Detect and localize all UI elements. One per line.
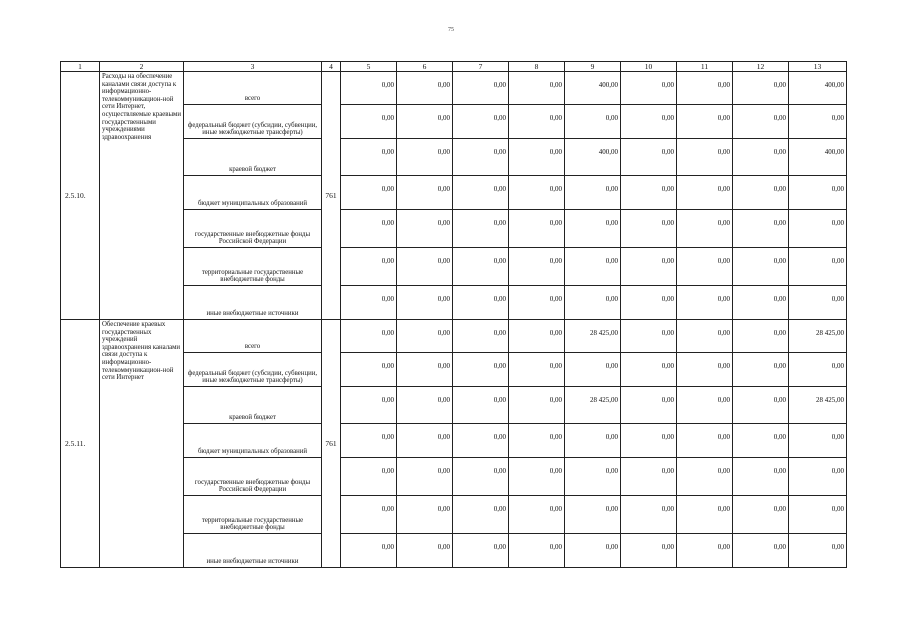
- value-cell: 0,00: [509, 424, 565, 458]
- funding-source: бюджет муниципальных образований: [184, 176, 322, 210]
- value-cell: 0,00: [733, 320, 789, 353]
- value-cell: 0,00: [565, 286, 621, 320]
- value-cell: 0,00: [565, 458, 621, 496]
- value-cell: 0,00: [789, 176, 847, 210]
- value-cell: 0,00: [621, 534, 677, 568]
- value-cell: 0,00: [677, 72, 733, 105]
- table-body: [61, 62, 847, 568]
- value-cell: 0,00: [397, 286, 453, 320]
- value-cell: 28 425,00: [565, 320, 621, 353]
- value-cell: 0,00: [621, 210, 677, 248]
- value-cell: 0,00: [397, 534, 453, 568]
- header-row: [61, 62, 847, 72]
- value-cell: 0,00: [453, 496, 509, 534]
- value-cell: 0,00: [733, 139, 789, 176]
- value-cell: 0,00: [341, 424, 397, 458]
- value-cell: 0,00: [621, 139, 677, 176]
- value-cell: 0,00: [341, 248, 397, 286]
- column-header: 1: [61, 62, 100, 72]
- value-cell: 0,00: [397, 387, 453, 424]
- value-cell: 0,00: [677, 286, 733, 320]
- value-cell: 0,00: [621, 320, 677, 353]
- value-cell: 0,00: [733, 387, 789, 424]
- value-cell: 0,00: [789, 248, 847, 286]
- value-cell: 0,00: [509, 105, 565, 139]
- value-cell: 0,00: [341, 534, 397, 568]
- value-cell: 0,00: [509, 210, 565, 248]
- funding-source: краевой бюджет: [184, 387, 322, 424]
- value-cell: 0,00: [341, 286, 397, 320]
- value-cell: 400,00: [565, 72, 621, 105]
- value-cell: 400,00: [789, 139, 847, 176]
- value-cell: 0,00: [677, 139, 733, 176]
- value-cell: 0,00: [733, 176, 789, 210]
- value-cell: 0,00: [341, 387, 397, 424]
- value-cell: 0,00: [397, 458, 453, 496]
- value-cell: 0,00: [397, 320, 453, 353]
- column-header: 4: [322, 62, 341, 72]
- value-cell: 0,00: [677, 424, 733, 458]
- value-cell: 0,00: [397, 353, 453, 387]
- column-header: 2: [100, 62, 184, 72]
- value-cell: 0,00: [565, 353, 621, 387]
- value-cell: 0,00: [453, 248, 509, 286]
- value-cell: 0,00: [677, 105, 733, 139]
- value-cell: 0,00: [397, 210, 453, 248]
- value-cell: 0,00: [397, 248, 453, 286]
- page-number: 75: [448, 27, 454, 33]
- value-cell: 0,00: [789, 286, 847, 320]
- value-cell: 400,00: [789, 72, 847, 105]
- value-cell: 0,00: [621, 458, 677, 496]
- value-cell: 0,00: [677, 176, 733, 210]
- value-cell: 0,00: [509, 248, 565, 286]
- value-cell: 0,00: [789, 458, 847, 496]
- value-cell: 0,00: [341, 139, 397, 176]
- value-cell: 28 425,00: [789, 387, 847, 424]
- funding-source: государственные внебюджетные фонды Российской Федерации: [184, 210, 322, 248]
- value-cell: 0,00: [677, 353, 733, 387]
- value-cell: 28 425,00: [789, 320, 847, 353]
- value-cell: 0,00: [621, 353, 677, 387]
- value-cell: 0,00: [565, 210, 621, 248]
- column-header: 3: [184, 62, 322, 72]
- value-cell: 0,00: [677, 320, 733, 353]
- value-cell: 0,00: [509, 387, 565, 424]
- value-cell: 0,00: [677, 496, 733, 534]
- column-header: 7: [453, 62, 509, 72]
- value-cell: 0,00: [677, 210, 733, 248]
- value-cell: 0,00: [397, 72, 453, 105]
- value-cell: 0,00: [565, 534, 621, 568]
- value-cell: 0,00: [733, 458, 789, 496]
- value-cell: 400,00: [565, 139, 621, 176]
- table-row: [61, 72, 847, 105]
- column-header: 10: [621, 62, 677, 72]
- value-cell: 28 425,00: [565, 387, 621, 424]
- value-cell: 0,00: [733, 72, 789, 105]
- value-cell: 0,00: [397, 176, 453, 210]
- value-cell: 0,00: [621, 176, 677, 210]
- value-cell: 0,00: [453, 320, 509, 353]
- value-cell: 0,00: [453, 139, 509, 176]
- value-cell: 0,00: [341, 496, 397, 534]
- column-header: 12: [733, 62, 789, 72]
- value-cell: 0,00: [509, 496, 565, 534]
- value-cell: 0,00: [677, 534, 733, 568]
- value-cell: 0,00: [733, 353, 789, 387]
- value-cell: 0,00: [509, 353, 565, 387]
- row-code: 2.5.10.: [61, 72, 100, 320]
- value-cell: 0,00: [733, 424, 789, 458]
- value-cell: 0,00: [453, 424, 509, 458]
- value-cell: 0,00: [733, 496, 789, 534]
- value-cell: 0,00: [453, 72, 509, 105]
- value-cell: 0,00: [621, 496, 677, 534]
- row-title: Обеспечение краевых государственных учреждений здравоохранения каналами связи доступа к информационно-телекоммуникацион-ной сети Интернет: [100, 320, 184, 568]
- value-cell: 0,00: [341, 210, 397, 248]
- funding-source: федеральный бюджет (субсидии, субвенции, иные межбюджетные трансферты): [184, 105, 322, 139]
- value-cell: 0,00: [789, 534, 847, 568]
- value-cell: 0,00: [509, 72, 565, 105]
- row-code: 2.5.11.: [61, 320, 100, 568]
- value-cell: 0,00: [453, 534, 509, 568]
- value-cell: 0,00: [733, 105, 789, 139]
- value-cell: 0,00: [397, 139, 453, 176]
- value-cell: 0,00: [397, 424, 453, 458]
- value-cell: 0,00: [341, 320, 397, 353]
- value-cell: 0,00: [341, 72, 397, 105]
- funding-source: федеральный бюджет (субсидии, субвенции, иные межбюджетные трансферты): [184, 353, 322, 387]
- value-cell: 0,00: [453, 353, 509, 387]
- value-cell: 0,00: [789, 353, 847, 387]
- funding-source: иные внебюджетные источники: [184, 286, 322, 320]
- value-cell: 0,00: [509, 458, 565, 496]
- value-cell: 0,00: [509, 286, 565, 320]
- value-cell: 0,00: [453, 286, 509, 320]
- budget-table: [60, 61, 847, 568]
- value-cell: 0,00: [453, 176, 509, 210]
- value-cell: 0,00: [733, 534, 789, 568]
- value-cell: 0,00: [621, 248, 677, 286]
- column-header: 9: [565, 62, 621, 72]
- value-cell: 0,00: [565, 496, 621, 534]
- value-cell: 0,00: [733, 286, 789, 320]
- column-header: 8: [509, 62, 565, 72]
- value-cell: 0,00: [621, 387, 677, 424]
- column-4-value: 761: [322, 72, 341, 320]
- value-cell: 0,00: [565, 176, 621, 210]
- funding-source: территориальные государственные внебюджетные фонды: [184, 248, 322, 286]
- value-cell: 0,00: [789, 496, 847, 534]
- value-cell: 0,00: [565, 105, 621, 139]
- funding-source: бюджет муниципальных образований: [184, 424, 322, 458]
- value-cell: 0,00: [453, 458, 509, 496]
- column-header: 5: [341, 62, 397, 72]
- value-cell: 0,00: [733, 210, 789, 248]
- value-cell: 0,00: [677, 458, 733, 496]
- value-cell: 0,00: [509, 320, 565, 353]
- value-cell: 0,00: [341, 176, 397, 210]
- funding-source: всего: [184, 320, 322, 353]
- value-cell: 0,00: [677, 248, 733, 286]
- column-4-value: 761: [322, 320, 341, 568]
- value-cell: 0,00: [341, 458, 397, 496]
- value-cell: 0,00: [621, 72, 677, 105]
- column-header: 13: [789, 62, 847, 72]
- funding-source: краевой бюджет: [184, 139, 322, 176]
- funding-source: территориальные государственные внебюджетные фонды: [184, 496, 322, 534]
- value-cell: 0,00: [621, 105, 677, 139]
- value-cell: 0,00: [733, 248, 789, 286]
- value-cell: 0,00: [677, 387, 733, 424]
- value-cell: 0,00: [789, 210, 847, 248]
- column-header: 6: [397, 62, 453, 72]
- value-cell: 0,00: [621, 424, 677, 458]
- value-cell: 0,00: [453, 210, 509, 248]
- value-cell: 0,00: [397, 105, 453, 139]
- table-row: [61, 320, 847, 353]
- value-cell: 0,00: [453, 387, 509, 424]
- value-cell: 0,00: [621, 286, 677, 320]
- value-cell: 0,00: [397, 496, 453, 534]
- value-cell: 0,00: [509, 534, 565, 568]
- value-cell: 0,00: [453, 105, 509, 139]
- value-cell: 0,00: [789, 105, 847, 139]
- value-cell: 0,00: [509, 176, 565, 210]
- funding-source: государственные внебюджетные фонды Российской Федерации: [184, 458, 322, 496]
- value-cell: 0,00: [565, 248, 621, 286]
- funding-source: всего: [184, 72, 322, 105]
- value-cell: 0,00: [341, 105, 397, 139]
- value-cell: 0,00: [341, 353, 397, 387]
- row-title: Расходы на обеспечение каналами связи доступа к информационно-телекоммуникацион-ной сети Интернет, осуществляемые краевыми государственными учреждениями здравоохранения: [100, 72, 184, 320]
- funding-source: иные внебюджетные источники: [184, 534, 322, 568]
- value-cell: 0,00: [565, 424, 621, 458]
- value-cell: 0,00: [789, 424, 847, 458]
- value-cell: 0,00: [509, 139, 565, 176]
- column-header: 11: [677, 62, 733, 72]
